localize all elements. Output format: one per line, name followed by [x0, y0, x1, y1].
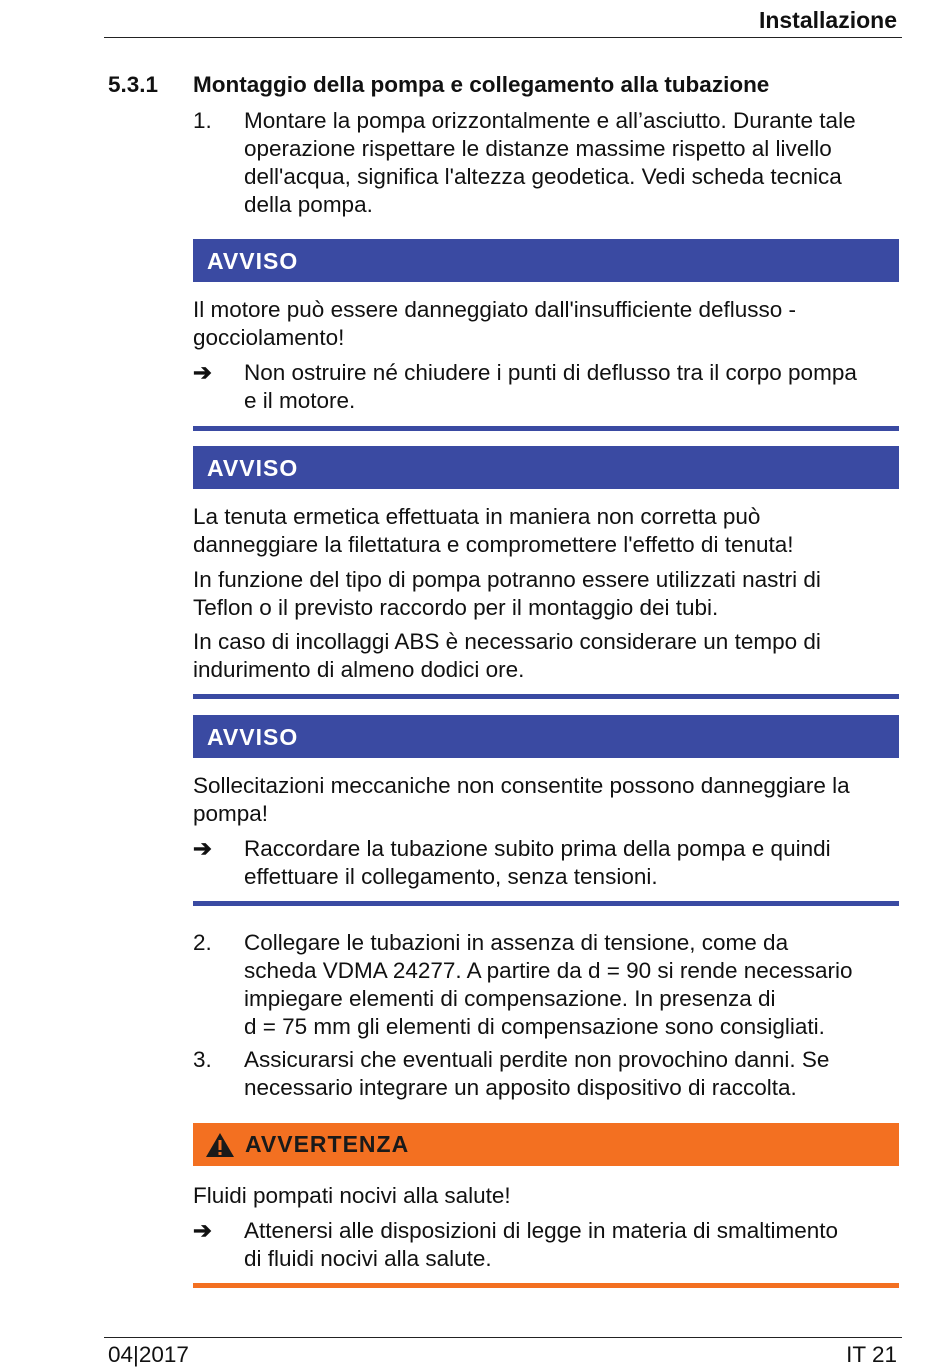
footer-date: 04|2017: [108, 1342, 189, 1367]
text-line: Attenersi alle disposizioni di legge in materia di smaltimento: [244, 1218, 839, 1243]
notice-text: [193, 566, 821, 622]
text-line: gocciolamento!: [193, 325, 345, 350]
text-line: Sollecitazioni meccaniche non consentite possono danneggiare la: [193, 773, 850, 798]
text-line: di fluidi nocivi alla salute.: [244, 1246, 492, 1271]
text-line: necessario integrare un apposito dispositivo di raccolta.: [244, 1075, 797, 1100]
text-line: e il motore.: [244, 388, 356, 413]
text-line: indurimento di almeno dodici ore.: [193, 657, 525, 682]
text-line: In caso di incollaggi ABS è necessario considerare un tempo di: [193, 629, 821, 654]
text-line: danneggiare la filettatura e compromettere l'effetto di tenuta!: [193, 532, 794, 557]
arrow-icon: ➔: [193, 836, 212, 861]
warning-end-rule: [193, 1283, 899, 1288]
step-3-text: [244, 1046, 829, 1102]
notice-banner: AVVISO: [193, 446, 899, 489]
warning-label: AVVERTENZA: [245, 1131, 410, 1157]
warning-triangle-icon: [205, 1132, 235, 1158]
section-title: Montaggio della pompa e collegamento alla tubazione: [193, 72, 770, 97]
text-line: Non ostruire né chiudere i punti di deflusso tra il corpo pompa: [244, 360, 857, 385]
step-number: 1.: [193, 108, 212, 133]
text-line: Fluidi pompati nocivi alla salute!: [193, 1183, 511, 1208]
notice-action: [244, 359, 857, 415]
notice-banner: AVVISO: [193, 715, 899, 758]
text-line: In funzione del tipo di pompa potranno essere utilizzati nastri di: [193, 567, 821, 592]
notice-text: [193, 296, 796, 352]
notice-text: [193, 628, 821, 684]
warning-action: [244, 1217, 838, 1273]
notice-end-rule: [193, 426, 899, 431]
warning-banner: [193, 1123, 899, 1166]
section-number: 5.3.1: [108, 72, 159, 97]
text-line: impiegare elementi di compensazione. In presenza di: [244, 986, 776, 1011]
text-line: Assicurarsi che eventuali perdite non provochino danni. Se: [244, 1047, 830, 1072]
step-number: 2.: [193, 930, 212, 955]
text-line: Montare la pompa orizzontalmente e all’asciutto. Durante tale: [244, 108, 856, 133]
text-line: pompa!: [193, 801, 269, 826]
step-1-text: [244, 107, 856, 219]
warning-text: [193, 1182, 511, 1210]
header-title: Installazione: [758, 7, 897, 33]
text-line: della pompa.: [244, 192, 373, 217]
text-line: Collegare le tubazioni in assenza di tensione, come da: [244, 930, 789, 955]
notice-action: [244, 835, 831, 891]
text-line: dell'acqua, significa l'altezza geodetica. Vedi scheda tecnica: [244, 164, 842, 189]
notice-end-rule: [193, 694, 899, 699]
notice-text: [193, 503, 794, 559]
text-line: La tenuta ermetica effettuata in maniera non corretta può: [193, 504, 761, 529]
step-number: 3.: [193, 1047, 212, 1072]
arrow-icon: ➔: [193, 1218, 212, 1243]
footer-page-number: IT 21: [846, 1342, 897, 1367]
text-line: d = 75 mm gli elementi di compensazione sono consigliati.: [244, 1014, 825, 1039]
notice-end-rule: [193, 901, 899, 906]
text-line: scheda VDMA 24277. A partire da d = 90 si rende necessario: [244, 958, 853, 983]
notice-banner: AVVISO: [193, 239, 899, 282]
notice-text: [193, 772, 850, 828]
text-line: Raccordare la tubazione subito prima della pompa e quindi: [244, 836, 831, 861]
footer-rule: [104, 1337, 902, 1338]
arrow-icon: ➔: [193, 360, 212, 385]
header-rule: [104, 37, 902, 38]
text-line: Teflon o il previsto raccordo per il montaggio dei tubi.: [193, 595, 719, 620]
text-line: effettuare il collegamento, senza tensioni.: [244, 864, 658, 889]
step-2-text: [244, 929, 853, 1041]
text-line: Il motore può essere danneggiato dall'insufficiente deflusso -: [193, 297, 797, 322]
text-line: operazione rispettare le distanze massime rispetto al livello: [244, 136, 832, 161]
